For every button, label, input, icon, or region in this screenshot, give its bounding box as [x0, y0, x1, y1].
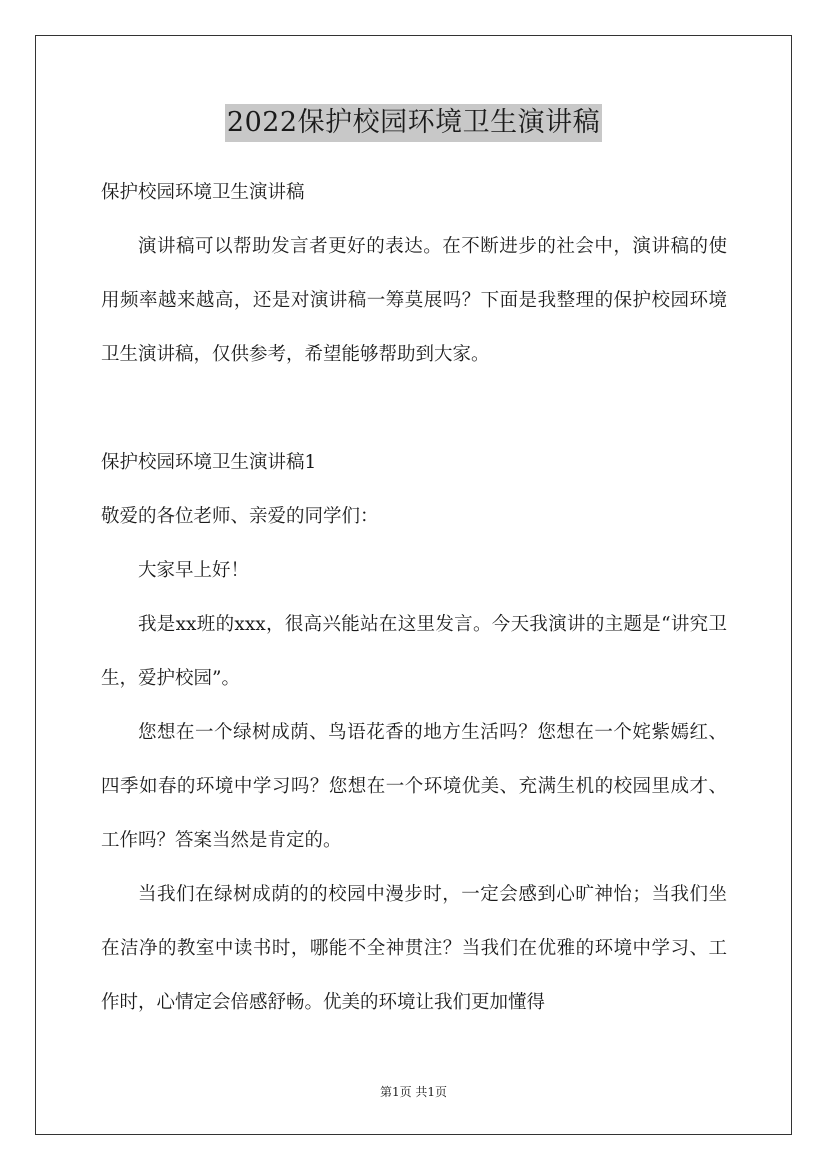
body-paragraph-3: 当我们在绿树成荫的的校园中漫步时，一定会感到心旷神怡；当我们坐在洁净的教室中读书时，哪能不全神贯注？当我们在优雅的环境中学习、工作时，心情定会倍感舒畅。优美的环境让我们更加懂得	[101, 884, 727, 1013]
intro-paragraph: 演讲稿可以帮助发言者更好的表达。在不断进步的社会中，演讲稿的使用频率越来越高，还是对演讲稿一筹莫展吗？下面是我整理的保护校园环境卫生演讲稿，仅供参考，希望能够帮助到大家。	[101, 236, 727, 365]
section-heading: 保护校园环境卫生演讲稿1	[101, 452, 317, 473]
document-title: 2022保护校园环境卫生演讲稿	[225, 104, 602, 142]
title-container	[0, 104, 827, 142]
body-paragraph-1: 我是xx班的xxx，很高兴能站在这里发言。今天我演讲的主题是“讲究卫生，爱护校园”。	[101, 614, 727, 689]
page-footer: 第1页 共1页	[379, 1085, 448, 1099]
greeting: 大家早上好！	[138, 560, 250, 581]
body-paragraph-2: 您想在一个绿树成荫、鸟语花香的地方生活吗？您想在一个姹紫嫣红、四季如春的环境中学习吗？您想在一个环境优美、充满生机的校园里成才、工作吗？答案当然是肯定的。	[101, 722, 727, 851]
subtitle: 保护校园环境卫生演讲稿	[101, 182, 305, 203]
salutation: 敬爱的各位老师、亲爱的同学们：	[101, 506, 379, 527]
